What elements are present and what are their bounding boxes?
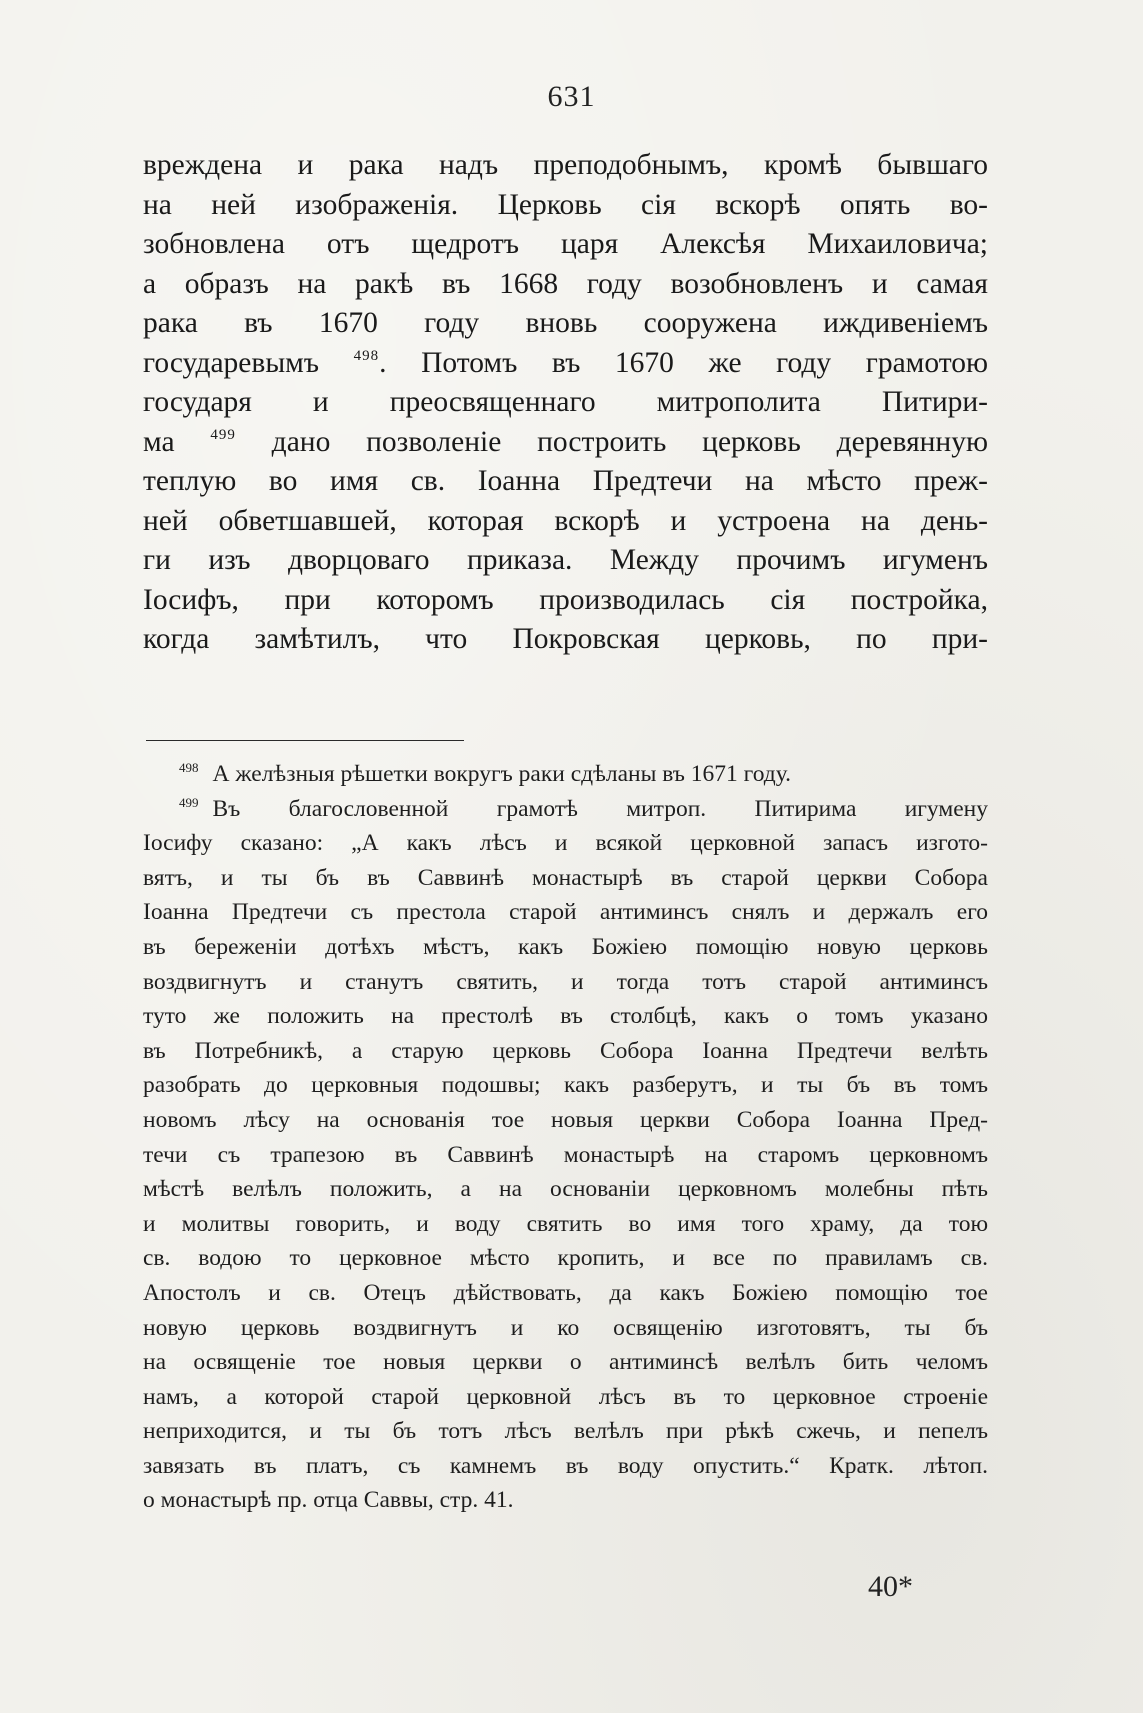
footnote-text: туто же положить на престолѣ въ столбцѣ, какъ о томъ указано bbox=[143, 1003, 988, 1030]
footnote-text: въ береженіи дотѣхъ мѣстъ, какъ Божіею помощію новую церковь bbox=[143, 933, 988, 960]
main-text-segment: ма bbox=[143, 425, 211, 458]
main-text-line bbox=[143, 344, 988, 384]
footnote-text: А желѣзныя рѣшетки вокругъ раки сдѣланы въ 1671 году. bbox=[212, 761, 792, 787]
signature-mark: 40* bbox=[868, 1570, 913, 1603]
main-text-segment: государя и преосвященнаго митрополита Питири- bbox=[143, 386, 988, 418]
footnote-text: въ Потребникѣ, а старую церковь Собора Іоанна Предтечи велѣть bbox=[143, 1037, 988, 1064]
footnote-text: Въ благословенной грамотѣ митроп. Питирима игумену bbox=[212, 795, 988, 822]
main-text-line bbox=[143, 304, 988, 344]
main-text-segment: на ней изображенія. Церковь сія вскорѣ опять во- bbox=[143, 188, 988, 221]
main-text-line bbox=[143, 225, 988, 265]
footnote-line bbox=[143, 757, 988, 792]
main-text-segment: а образъ на ракѣ въ 1668 году возобновленъ и самая bbox=[143, 267, 988, 300]
main-text-segment: дано позволеніе построить церковь деревянную bbox=[235, 425, 988, 458]
main-text-line bbox=[143, 265, 988, 305]
main-text-line bbox=[143, 620, 988, 660]
footnote-text: Апостолъ и св. Отецъ дѣйствовать, да какъ Божіею помощію тое bbox=[143, 1279, 988, 1306]
footnotes bbox=[143, 757, 988, 1518]
footnote-text: Іосифу сказано: „А какъ лѣсъ и всякой церковной запасъ изгото- bbox=[143, 830, 988, 857]
footnote-line bbox=[143, 1103, 988, 1138]
footnote-line bbox=[143, 1207, 988, 1242]
main-text-line bbox=[143, 186, 988, 226]
footnote-text: вятъ, и ты бъ въ Саввинѣ монастырѣ въ старой церкви Собора bbox=[143, 864, 988, 891]
footnote-line bbox=[143, 1345, 988, 1380]
footnote-text: течи съ трапезою въ Саввинѣ монастырѣ на старомъ церковномъ bbox=[143, 1141, 988, 1168]
main-text-line bbox=[143, 502, 988, 542]
footnote-line bbox=[143, 861, 988, 896]
footnote-line bbox=[143, 1241, 988, 1276]
footnote-text: св. водою то церковное мѣсто кропить, и все по правиламъ св. bbox=[143, 1245, 988, 1272]
footnote-reference: 499 bbox=[210, 426, 236, 443]
footnote-text: мѣстѣ велѣлъ положить, а на основаніи церковномъ молебны пѣть bbox=[143, 1176, 988, 1203]
main-text-segment: ги изъ дворцоваго приказа. Между прочимъ игуменъ bbox=[143, 544, 988, 576]
footnote-text: и молитвы говорить, и воду святить во имя того храму, да тою bbox=[143, 1210, 988, 1237]
footnote-line bbox=[143, 1068, 988, 1103]
footnote-number: 498 bbox=[179, 760, 199, 775]
main-text-line bbox=[143, 462, 988, 502]
footnote-text: Іоанна Предтечи съ престола старой антиминсъ снялъ и держалъ его bbox=[143, 899, 988, 926]
footnote-line bbox=[143, 1380, 988, 1415]
main-text bbox=[143, 146, 988, 660]
page-number: 631 bbox=[547, 80, 596, 113]
main-text-segment: зобновлена отъ щедротъ царя Алексѣя Михаиловича; bbox=[143, 228, 988, 260]
footnote-text: новую церковь воздвигнутъ и ко освященію изготовятъ, ты бъ bbox=[143, 1314, 988, 1341]
main-text-segment: ней обветшавшей, которая вскорѣ и устроена на день- bbox=[143, 504, 988, 537]
footnote-text: на освященіе тое новыя церкви о антиминсѣ велѣлъ бить челомъ bbox=[143, 1349, 988, 1376]
main-text-segment: рака въ 1670 году вновь сооружена иждивеніемъ bbox=[143, 307, 988, 339]
footnote-line bbox=[143, 965, 988, 1000]
main-text-segment: . Потомъ въ 1670 же году грамотою bbox=[379, 346, 988, 379]
footnote-text: завязать въ платъ, съ камнемъ въ воду опустить.“ Кратк. лѣтоп. bbox=[143, 1452, 988, 1479]
footnote-text: о монастырѣ пр. отца Саввы, стр. 41. bbox=[143, 1487, 514, 1514]
main-text-segment: когда замѣтилъ, что Покровская церковь, по при- bbox=[143, 623, 988, 655]
footnote-text: разобрать до церковныя подошвы; какъ разберутъ, и ты бъ въ томъ bbox=[143, 1072, 988, 1099]
footnote-line bbox=[143, 1034, 988, 1069]
footnote-line bbox=[143, 1483, 988, 1518]
main-text-segment: государевымъ bbox=[143, 346, 354, 379]
main-text-line bbox=[143, 383, 988, 423]
main-text-line bbox=[143, 581, 988, 621]
footnote-text: новомъ лѣсу на основанія тое новыя церкви Собора Іоанна Пред- bbox=[143, 1106, 988, 1133]
footnote-number: 499 bbox=[179, 794, 199, 810]
main-text-line bbox=[143, 423, 988, 463]
footnote-line bbox=[143, 1138, 988, 1173]
main-text-line bbox=[143, 146, 988, 186]
footnote-line bbox=[143, 792, 988, 827]
footnote-line bbox=[143, 1172, 988, 1207]
main-text-segment: вреждена и рака надъ преподобнымъ, кромѣ бывшаго bbox=[143, 149, 988, 181]
footnote-text: намъ, а которой старой церковной лѣсъ въ то церковное строеніе bbox=[143, 1383, 988, 1410]
footnote-line bbox=[143, 930, 988, 965]
main-text-segment: Іосифъ, при которомъ производилась сія постройка, bbox=[143, 583, 988, 616]
footnote-separator bbox=[146, 740, 464, 741]
footnote-line bbox=[143, 999, 988, 1034]
footnote-text: неприходится, и ты бъ тотъ лѣсъ велѣлъ при рѣкѣ сжечь, и пепелъ bbox=[143, 1418, 988, 1445]
footnote-reference: 498 bbox=[353, 347, 380, 364]
footnote-line bbox=[143, 826, 988, 861]
main-text-segment: теплую во имя св. Іоанна Предтечи на мѣсто преж- bbox=[143, 465, 988, 497]
footnote-line bbox=[143, 1276, 988, 1311]
footnote-line bbox=[143, 1449, 988, 1484]
footnote-line bbox=[143, 895, 988, 930]
footnote-line bbox=[143, 1414, 988, 1449]
footnote-line bbox=[143, 1311, 988, 1346]
main-text-line bbox=[143, 541, 988, 581]
footnote-text: воздвигнутъ и станутъ святить, и тогда тотъ старой антиминсъ bbox=[143, 968, 988, 995]
